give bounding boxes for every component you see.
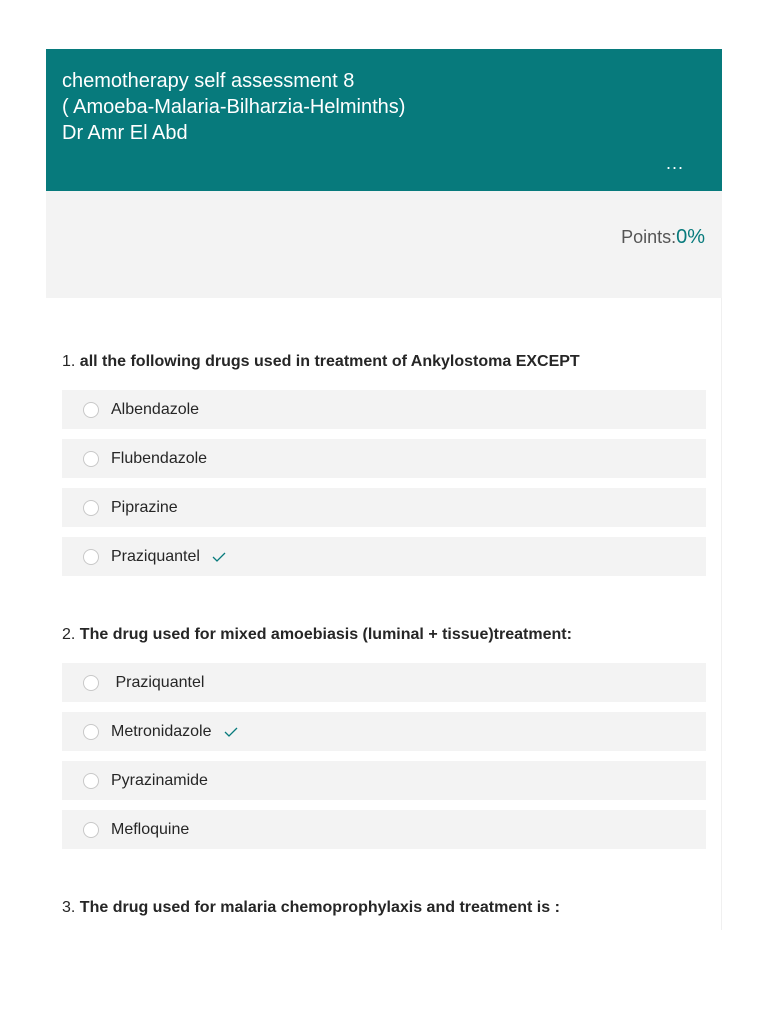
- question-prompt: The drug used for mixed amoebiasis (luminal + tissue)treatment:: [79, 626, 572, 643]
- radio-icon[interactable]: [83, 402, 99, 418]
- question-number: 1.: [62, 353, 76, 370]
- option-pyrazinamide[interactable]: [62, 761, 706, 800]
- question-3-text: [62, 897, 706, 919]
- quiz-title-line-2: ( Amoeba-Malaria-Bilharzia-Helminths): [62, 96, 406, 118]
- points-label: Points:: [621, 227, 677, 247]
- option-label: Praziquantel: [111, 673, 205, 691]
- quiz-title-line-1: chemotherapy self assessment 8: [62, 70, 355, 92]
- more-options-button[interactable]: [666, 153, 684, 173]
- check-icon: [212, 552, 226, 562]
- radio-icon[interactable]: [83, 451, 99, 467]
- points-display: [621, 226, 705, 249]
- question-1-options: [62, 390, 706, 576]
- option-praziquantel[interactable]: [62, 537, 706, 576]
- option-label: Flubendazole: [111, 449, 208, 467]
- option-label: Metronidazole: [111, 722, 212, 740]
- questions-body: [46, 298, 722, 930]
- check-icon: [224, 727, 238, 737]
- question-prompt: all the following drugs used in treatment of Ankylostoma EXCEPT: [79, 353, 580, 370]
- option-albendazole[interactable]: [62, 390, 706, 429]
- option-mefloquine[interactable]: [62, 810, 706, 849]
- question-1: [62, 351, 706, 576]
- question-prompt: The drug used for malaria chemoprophylaxis and treatment is :: [79, 899, 560, 916]
- radio-icon[interactable]: [83, 500, 99, 516]
- option-praziquantel[interactable]: [62, 663, 706, 702]
- option-flubendazole[interactable]: [62, 439, 706, 478]
- quiz-author: Dr Amr El Abd: [62, 122, 188, 144]
- option-label: Mefloquine: [111, 820, 190, 838]
- question-2-text: [62, 624, 706, 646]
- option-label: Pyrazinamide: [111, 771, 208, 789]
- points-value: 0%: [676, 226, 705, 248]
- radio-icon[interactable]: [83, 822, 99, 838]
- more-icon: ...: [665, 153, 684, 173]
- option-label: Piprazine: [111, 498, 178, 516]
- question-number: 3.: [62, 899, 76, 916]
- radio-icon[interactable]: [83, 773, 99, 789]
- option-label: Albendazole: [111, 400, 200, 418]
- quiz-card: [46, 49, 722, 930]
- quiz-header: [46, 49, 722, 191]
- option-label: Praziquantel: [111, 547, 200, 565]
- points-panel: [46, 191, 722, 298]
- question-2-options: [62, 663, 706, 849]
- option-piprazine[interactable]: [62, 488, 706, 527]
- question-2: [62, 624, 706, 849]
- question-3: [62, 897, 706, 919]
- question-number: 2.: [62, 626, 76, 643]
- option-metronidazole[interactable]: [62, 712, 706, 751]
- radio-icon[interactable]: [83, 675, 99, 691]
- radio-icon[interactable]: [83, 724, 99, 740]
- question-1-text: [62, 351, 706, 373]
- radio-icon[interactable]: [83, 549, 99, 565]
